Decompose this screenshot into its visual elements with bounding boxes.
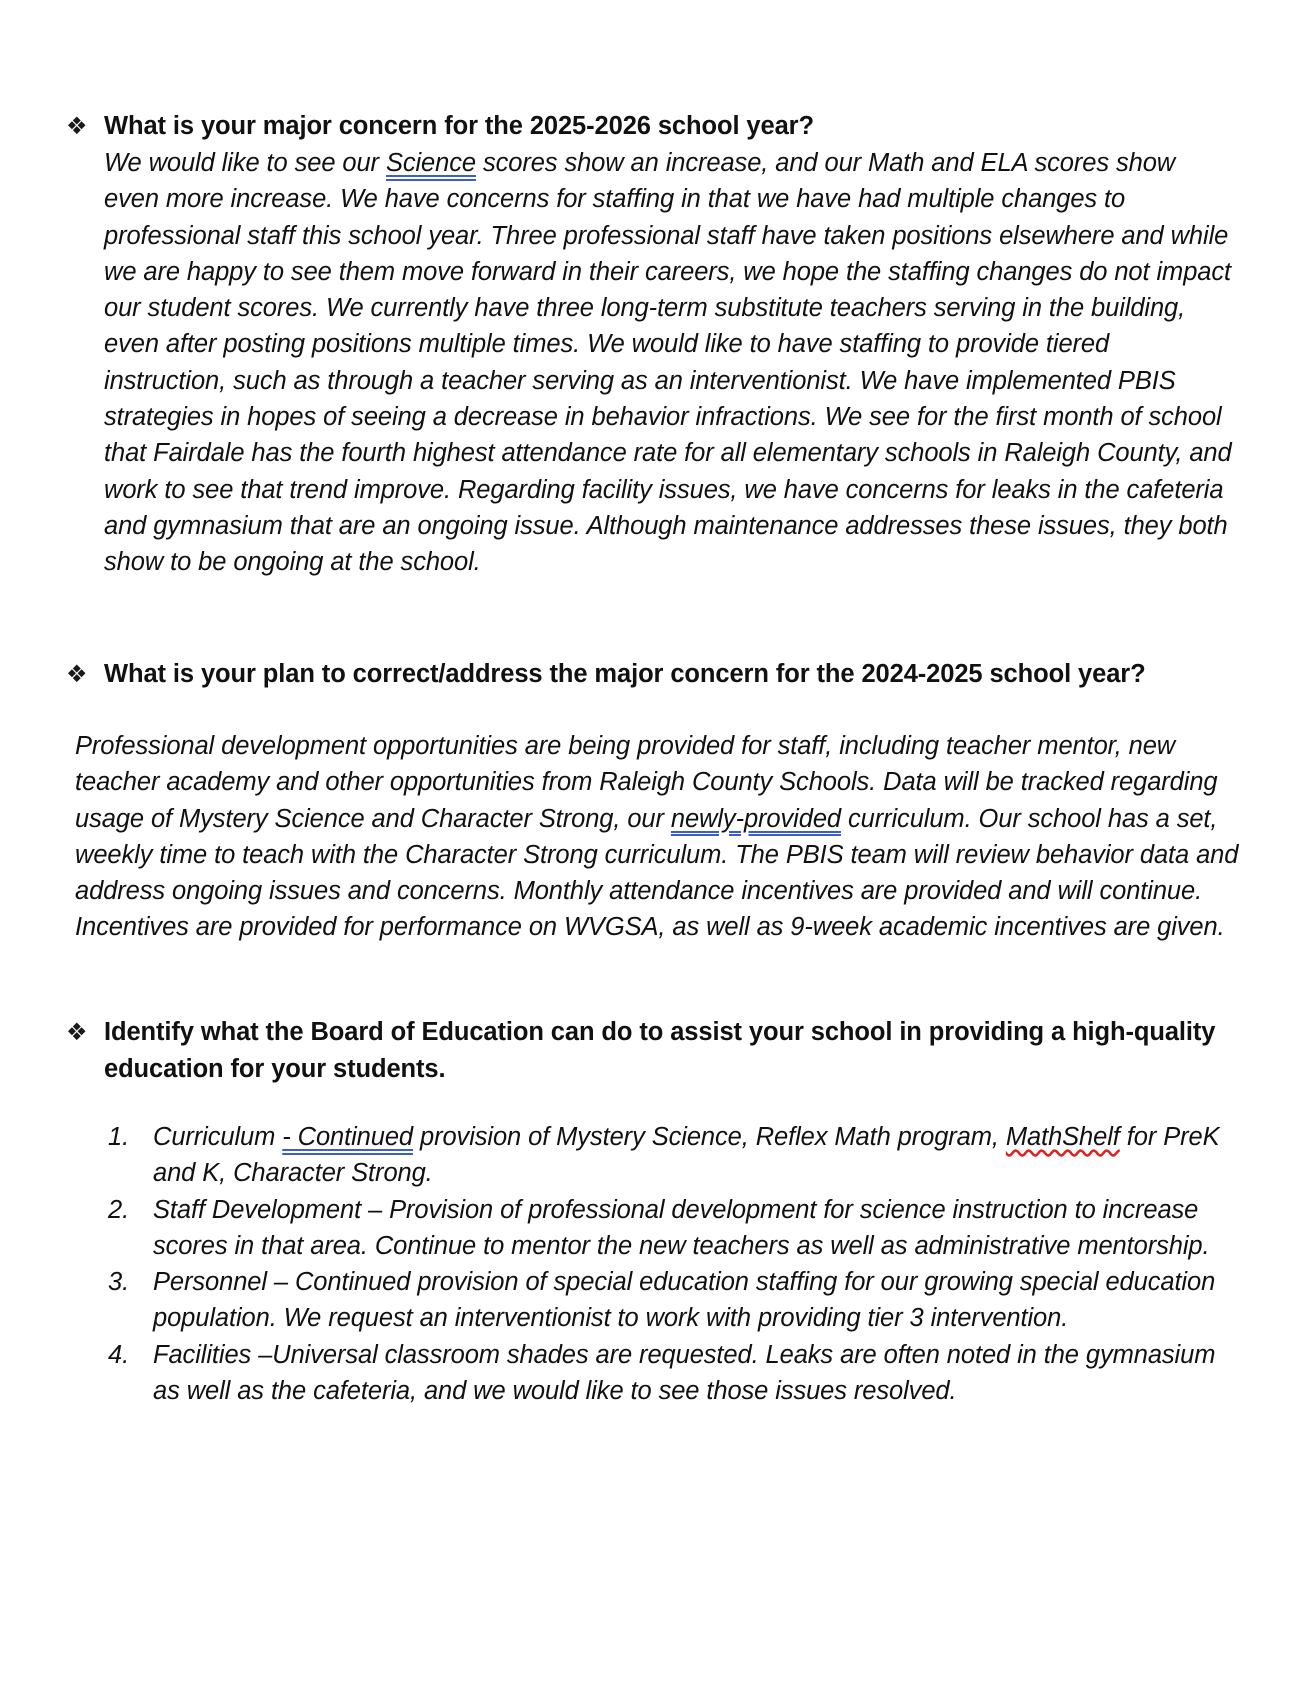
item-text-part: for PreK and K, Character Strong. [153, 1123, 1220, 1188]
list-number: 3. [108, 1268, 130, 1297]
list-item-text [153, 1119, 1238, 1192]
section-major-concern [66, 108, 1236, 581]
list-item [108, 1264, 1238, 1337]
question-heading: What is your major concern for the 2025-2026 school year? [104, 112, 814, 140]
answer-text: scores show an increase, and our Math and ELA scores show even more increase. We have concerns for staffing in that we have had multiple changes to professional staff this school year. Three professional staff have taken positions elsewhere and while we are happy to see them move forward in their careers, we hope the staffing changes do not impact our student scores. We currently have three long-term substitute teachers serving in the building, even after posting positions multiple times. We would like to have staffing to provide tiered instruction, such as through a teacher serving as an interventionist. We have implemented PBIS strategies in hopes of seeing a decrease in behavior infractions. We see for the first month of school that Fairdale has the fourth highest attendance rate for all elementary schools in Raleigh County, and work to see that trend improve. Regarding facility issues, we have concerns for leaks in the cafeteria and gymnasium that are an ongoing issue. Although maintenance addresses these issues, they both show to be ongoing at the school. [104, 149, 1232, 577]
answer-text: We would like to see our [104, 149, 386, 177]
question-heading: Identify what the Board of Education can do to assist your school in providing a high-quality education for your students. [104, 1018, 1216, 1083]
answer-text: curriculum. Our school has a set, weekly time to teach with the Character Strong curriculum. The PBIS team will review behavior data and address ongoing issues and concerns. Monthly attendance incentives are provided and will continue. Incentives are provided for performance on WVGSA, as well as 9-week academic incentives are given. [75, 804, 1239, 942]
diamond-bullet-icon: ❖ [66, 112, 88, 140]
item-text-part: provision of Mystery Science, Reflex Math program, [413, 1123, 1006, 1151]
list-item-text: Staff Development – Provision of professional development for science instruction to increase scores in that area. Continue to mentor the new teachers as well as administrative mentorship. [153, 1195, 1210, 1260]
mathshelf-spellcheck: MathShelf [1005, 1123, 1120, 1151]
list-item-text: Facilities –Universal classroom shades are requested. Leaks are often noted in the gymnasium as well as the cafeteria, and we would like to see those issues resolved. [153, 1340, 1216, 1406]
assistance-list [108, 1119, 1238, 1409]
answer-paragraph [104, 145, 1236, 581]
section-plan [66, 656, 1236, 693]
diamond-bullet-icon: ❖ [66, 660, 88, 688]
science-link: Science [385, 149, 476, 177]
list-number: 1. [108, 1123, 130, 1151]
newly-provided-link: newly-provided [670, 804, 841, 833]
plan-answer-paragraph [75, 728, 1245, 946]
question-heading: What is your plan to correct/address the major concern for the 2024-2025 school year? [104, 660, 1146, 688]
list-item [108, 1119, 1238, 1192]
continued-link: - Continued [282, 1123, 413, 1151]
list-number: 4. [108, 1340, 130, 1369]
list-item [108, 1192, 1238, 1265]
item-text-part: Curriculum [153, 1123, 283, 1151]
answer-text: Professional development opportunities are being provided for staff, including teacher mentor, new teacher academy and other opportunities from Raleigh County Schools. Data will be tracked regarding usage of Mystery Science and Character Strong, our [75, 732, 1218, 833]
diamond-bullet-icon: ❖ [66, 1018, 88, 1046]
list-item [108, 1337, 1238, 1410]
section-board-assist [66, 1014, 1236, 1088]
list-item-text: Personnel – Continued provision of special education staffing for our growing special education population. We request an interventionist to work with providing tier 3 intervention. [153, 1268, 1216, 1333]
list-number: 2. [108, 1195, 130, 1224]
